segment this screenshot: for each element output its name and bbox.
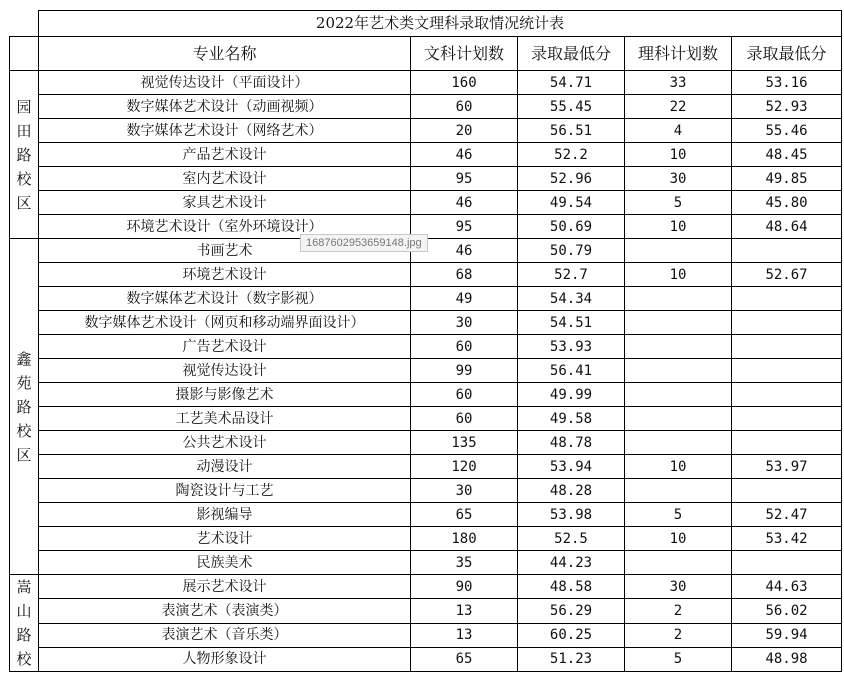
- major-cell[interactable]: 动漫设计: [39, 455, 411, 479]
- science-plan-cell[interactable]: 10: [625, 215, 732, 239]
- table-row: [10, 71, 842, 95]
- table-row: [10, 407, 842, 431]
- science-min-score-cell[interactable]: 55.46: [732, 119, 842, 143]
- major-cell[interactable]: 影视编导: [39, 503, 411, 527]
- science-min-score-cell[interactable]: 52.47: [732, 503, 842, 527]
- arts-min-score-cell[interactable]: 49.99: [518, 383, 625, 407]
- arts-min-score-cell[interactable]: 48.78: [518, 431, 625, 455]
- campus-label-char: 区: [16, 445, 32, 464]
- arts-plan-cell[interactable]: 68: [411, 263, 518, 287]
- science-plan-cell[interactable]: [625, 383, 732, 407]
- arts-plan-cell[interactable]: 95: [411, 215, 518, 239]
- campus-label-char: 路: [16, 626, 32, 644]
- table-row: [10, 383, 842, 407]
- science-plan-cell[interactable]: 10: [625, 143, 732, 167]
- arts-plan-cell[interactable]: 160: [411, 71, 518, 95]
- table-row: [10, 167, 842, 191]
- campus-label-char: 鑫: [16, 349, 32, 368]
- arts-min-score-cell[interactable]: 49.58: [518, 407, 625, 431]
- header-science-min-score[interactable]: 录取最低分: [732, 37, 842, 71]
- science-plan-cell[interactable]: 4: [625, 119, 732, 143]
- science-plan-cell[interactable]: [625, 287, 732, 311]
- science-plan-cell[interactable]: 5: [625, 647, 732, 671]
- table-row: [10, 95, 842, 119]
- campus-label-char: 路: [16, 145, 32, 164]
- arts-min-score-cell[interactable]: 60.25: [518, 623, 625, 647]
- science-min-score-cell[interactable]: [732, 287, 842, 311]
- filename-tooltip: 1687602953659148.jpg: [300, 234, 428, 252]
- arts-min-score-cell[interactable]: 55.45: [518, 95, 625, 119]
- campus-label-char: 山: [16, 602, 32, 620]
- table-row: [10, 191, 842, 215]
- header-arts-min-score[interactable]: 录取最低分: [518, 37, 625, 71]
- table-title[interactable]: 2022年艺术类文理科录取情况统计表: [39, 11, 842, 37]
- arts-min-score-cell[interactable]: 50.79: [518, 239, 625, 263]
- arts-plan-cell[interactable]: 46: [411, 143, 518, 167]
- science-plan-cell[interactable]: 2: [625, 599, 732, 623]
- table-row: [10, 527, 842, 551]
- arts-min-score-cell[interactable]: 52.5: [518, 527, 625, 551]
- science-min-score-cell[interactable]: 53.16: [732, 71, 842, 95]
- arts-plan-cell[interactable]: 60: [411, 95, 518, 119]
- header-major[interactable]: 专业名称: [39, 37, 411, 71]
- arts-plan-cell[interactable]: 46: [411, 239, 518, 263]
- major-cell[interactable]: 视觉传达设计（平面设计）: [39, 71, 411, 95]
- science-min-score-cell[interactable]: 56.02: [732, 599, 842, 623]
- science-min-score-cell[interactable]: 48.45: [732, 143, 842, 167]
- major-cell[interactable]: 展示艺术设计: [39, 575, 411, 599]
- major-cell[interactable]: 环境艺术设计（室外环境设计）: [39, 215, 411, 239]
- table-row: [10, 623, 842, 647]
- table-row: [10, 287, 842, 311]
- arts-plan-cell[interactable]: 65: [411, 503, 518, 527]
- arts-min-score-cell[interactable]: 51.23: [518, 647, 625, 671]
- campus-label[interactable]: [10, 575, 39, 672]
- major-cell[interactable]: 表演艺术（表演类）: [39, 599, 411, 623]
- arts-plan-cell[interactable]: 49: [411, 287, 518, 311]
- science-min-score-cell[interactable]: 52.67: [732, 263, 842, 287]
- table-row: [10, 479, 842, 503]
- arts-plan-cell[interactable]: 65: [411, 647, 518, 671]
- major-cell[interactable]: 人物形象设计: [39, 647, 411, 671]
- arts-min-score-cell[interactable]: 53.94: [518, 455, 625, 479]
- science-plan-cell[interactable]: 2: [625, 623, 732, 647]
- major-cell[interactable]: 室内艺术设计: [39, 167, 411, 191]
- campus-label-char: 田: [16, 121, 32, 140]
- science-min-score-cell[interactable]: 48.64: [732, 215, 842, 239]
- campus-label-char: 校: [16, 421, 32, 440]
- table-row: [10, 551, 842, 575]
- table-row: [10, 575, 842, 599]
- campus-label-char: 园: [16, 97, 32, 116]
- arts-plan-cell[interactable]: 60: [411, 407, 518, 431]
- science-min-score-cell[interactable]: 52.93: [732, 95, 842, 119]
- science-plan-cell[interactable]: 22: [625, 95, 732, 119]
- arts-min-score-cell[interactable]: 44.23: [518, 551, 625, 575]
- header-blank-cell[interactable]: [10, 37, 39, 71]
- science-min-score-cell[interactable]: 53.42: [732, 527, 842, 551]
- table-row: [10, 335, 842, 359]
- arts-plan-cell[interactable]: 60: [411, 335, 518, 359]
- science-plan-cell[interactable]: 33: [625, 71, 732, 95]
- science-plan-cell[interactable]: [625, 335, 732, 359]
- science-plan-cell[interactable]: [625, 551, 732, 575]
- arts-plan-cell[interactable]: 13: [411, 623, 518, 647]
- science-min-score-cell[interactable]: 44.63: [732, 575, 842, 599]
- major-cell[interactable]: 数字媒体艺术设计（动画视频）: [39, 95, 411, 119]
- major-cell[interactable]: 数字媒体艺术设计（数字影视）: [39, 287, 411, 311]
- science-min-score-cell[interactable]: 53.97: [732, 455, 842, 479]
- arts-plan-cell[interactable]: 99: [411, 359, 518, 383]
- table-row: [10, 359, 842, 383]
- campus-label-char: 路: [16, 397, 32, 416]
- arts-plan-cell[interactable]: 60: [411, 383, 518, 407]
- arts-min-score-cell[interactable]: 52.7: [518, 263, 625, 287]
- science-min-score-cell[interactable]: [732, 335, 842, 359]
- table-row: [10, 119, 842, 143]
- science-plan-cell[interactable]: [625, 431, 732, 455]
- arts-min-score-cell[interactable]: 52.2: [518, 143, 625, 167]
- science-plan-cell[interactable]: 5: [625, 503, 732, 527]
- campus-label[interactable]: [10, 239, 39, 575]
- major-cell[interactable]: 视觉传达设计: [39, 359, 411, 383]
- arts-plan-cell[interactable]: 135: [411, 431, 518, 455]
- science-min-score-cell[interactable]: [732, 383, 842, 407]
- table-row: [10, 311, 842, 335]
- science-plan-cell[interactable]: [625, 407, 732, 431]
- major-cell[interactable]: 产品艺术设计: [39, 143, 411, 167]
- arts-min-score-cell[interactable]: 56.29: [518, 599, 625, 623]
- major-cell[interactable]: 家具艺术设计: [39, 191, 411, 215]
- arts-plan-cell[interactable]: 13: [411, 599, 518, 623]
- major-cell[interactable]: 环境艺术设计: [39, 263, 411, 287]
- campus-label-char: 嵩: [16, 578, 32, 596]
- arts-plan-cell[interactable]: 30: [411, 479, 518, 503]
- campus-label[interactable]: [10, 71, 39, 239]
- arts-min-score-cell[interactable]: 54.34: [518, 287, 625, 311]
- corner-cell[interactable]: [10, 11, 39, 37]
- title-row: [10, 11, 842, 37]
- admission-stats-table: [9, 10, 842, 672]
- arts-plan-cell[interactable]: 95: [411, 167, 518, 191]
- science-plan-cell[interactable]: [625, 359, 732, 383]
- header-row: [10, 37, 842, 71]
- science-min-score-cell[interactable]: [732, 431, 842, 455]
- science-min-score-cell[interactable]: 48.98: [732, 647, 842, 671]
- science-min-score-cell[interactable]: [732, 359, 842, 383]
- campus-label-char: 苑: [16, 373, 32, 392]
- major-cell[interactable]: 书画艺术: [39, 239, 411, 263]
- arts-plan-cell[interactable]: 46: [411, 191, 518, 215]
- major-cell[interactable]: 陶瓷设计与工艺: [39, 479, 411, 503]
- table-row: [10, 143, 842, 167]
- science-min-score-cell[interactable]: [732, 551, 842, 575]
- science-plan-cell[interactable]: [625, 311, 732, 335]
- major-cell[interactable]: 表演艺术（音乐类）: [39, 623, 411, 647]
- arts-plan-cell[interactable]: 20: [411, 119, 518, 143]
- arts-min-score-cell[interactable]: 56.51: [518, 119, 625, 143]
- science-plan-cell[interactable]: 10: [625, 263, 732, 287]
- table-row: [10, 431, 842, 455]
- table-row: [10, 599, 842, 623]
- arts-min-score-cell[interactable]: 53.93: [518, 335, 625, 359]
- major-cell[interactable]: 数字媒体艺术设计（网络艺术）: [39, 119, 411, 143]
- arts-plan-cell[interactable]: 120: [411, 455, 518, 479]
- major-cell[interactable]: 广告艺术设计: [39, 335, 411, 359]
- science-plan-cell[interactable]: 5: [625, 191, 732, 215]
- arts-min-score-cell[interactable]: 49.54: [518, 191, 625, 215]
- arts-plan-cell[interactable]: 90: [411, 575, 518, 599]
- science-min-score-cell[interactable]: 59.94: [732, 623, 842, 647]
- header-science-plan[interactable]: 理科计划数: [625, 37, 732, 71]
- arts-min-score-cell[interactable]: 54.71: [518, 71, 625, 95]
- major-cell[interactable]: 数字媒体艺术设计（网页和移动端界面设计）: [39, 311, 411, 335]
- arts-min-score-cell[interactable]: 48.28: [518, 479, 625, 503]
- arts-min-score-cell[interactable]: 53.98: [518, 503, 625, 527]
- arts-min-score-cell[interactable]: 56.41: [518, 359, 625, 383]
- science-plan-cell[interactable]: 10: [625, 455, 732, 479]
- table-row: [10, 263, 842, 287]
- science-plan-cell[interactable]: 30: [625, 167, 732, 191]
- campus-label-char: 区: [16, 193, 32, 212]
- science-min-score-cell[interactable]: [732, 479, 842, 503]
- science-plan-cell[interactable]: 10: [625, 527, 732, 551]
- science-min-score-cell[interactable]: [732, 311, 842, 335]
- major-cell[interactable]: 摄影与影像艺术: [39, 383, 411, 407]
- science-min-score-cell[interactable]: [732, 239, 842, 263]
- science-plan-cell[interactable]: [625, 239, 732, 263]
- arts-min-score-cell[interactable]: 52.96: [518, 167, 625, 191]
- arts-plan-cell[interactable]: 35: [411, 551, 518, 575]
- arts-plan-cell[interactable]: 180: [411, 527, 518, 551]
- arts-plan-cell[interactable]: 30: [411, 311, 518, 335]
- campus-label-char: 校: [16, 169, 32, 188]
- arts-min-score-cell[interactable]: 48.58: [518, 575, 625, 599]
- table-row: [10, 455, 842, 479]
- science-plan-cell[interactable]: 30: [625, 575, 732, 599]
- arts-min-score-cell[interactable]: 54.51: [518, 311, 625, 335]
- science-plan-cell[interactable]: [625, 479, 732, 503]
- table-row: [10, 503, 842, 527]
- science-min-score-cell[interactable]: [732, 407, 842, 431]
- table-row: [10, 647, 842, 671]
- science-min-score-cell[interactable]: 45.80: [732, 191, 842, 215]
- major-cell[interactable]: 民族美术: [39, 551, 411, 575]
- header-arts-plan[interactable]: 文科计划数: [411, 37, 518, 71]
- science-min-score-cell[interactable]: 49.85: [732, 167, 842, 191]
- major-cell[interactable]: 工艺美术品设计: [39, 407, 411, 431]
- campus-label-char: 校: [16, 650, 32, 668]
- major-cell[interactable]: 艺术设计: [39, 527, 411, 551]
- major-cell[interactable]: 公共艺术设计: [39, 431, 411, 455]
- arts-min-score-cell[interactable]: 50.69: [518, 215, 625, 239]
